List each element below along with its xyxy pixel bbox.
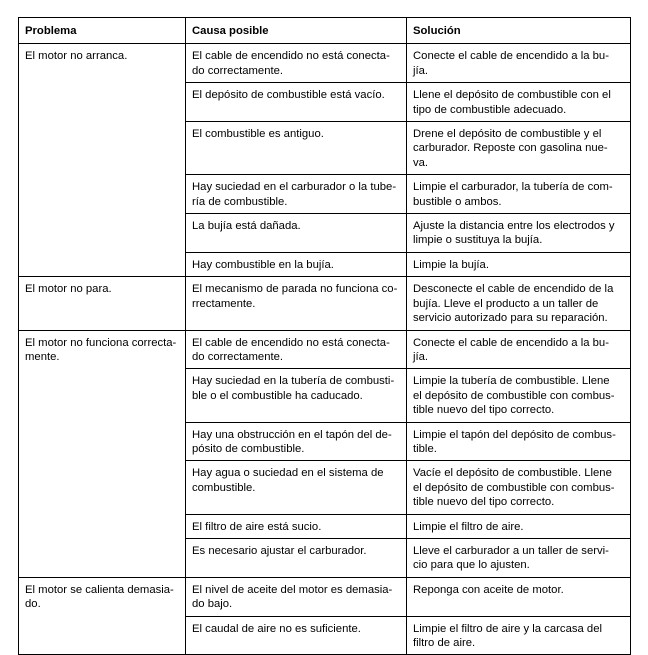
table-header-row (19, 18, 631, 44)
solution-cell (407, 461, 631, 514)
cell-text-line: Vacíe el depósito de combustible. Llene (413, 467, 612, 480)
cause-cell (186, 461, 407, 514)
problem-cell (19, 577, 186, 616)
solution-cell (407, 252, 631, 276)
cell-text-line: rrectamente. (192, 297, 256, 310)
solution-cell (407, 277, 631, 330)
solution-cell (407, 175, 631, 214)
cell-text-line: Limpie la bujía. (413, 258, 489, 271)
cause-cell (186, 277, 407, 330)
header-solucion: Solución (407, 18, 631, 44)
cell-text-line: jía. (413, 64, 429, 77)
cell-text-line: el depósito de combustible con combus- (413, 481, 615, 494)
cell-text-line: bustible o ambos. (413, 195, 502, 208)
cell-text-line: Limpie el filtro de aire. (413, 520, 524, 533)
cell-text-line: Limpie la tubería de combustible. Llene (413, 375, 610, 388)
problem-cell-continued (19, 175, 186, 214)
problem-cell-continued (19, 538, 186, 577)
cell-text-line: El caudal de aire no es suficiente. (192, 622, 361, 635)
problem-cell-continued (19, 214, 186, 253)
cell-text-line: carburador. Reposte con gasolina nue- (413, 142, 608, 155)
cell-text-line: Conecte el cable de encendido a la bu- (413, 336, 609, 349)
cell-text-line: Hay una obstrucción en el tapón del de- (192, 428, 392, 441)
table-row (19, 538, 631, 577)
cell-text-line: el depósito de combustible con combus- (413, 389, 615, 402)
table-row (19, 277, 631, 330)
cell-text-line: do. (25, 598, 41, 611)
cause-cell (186, 577, 407, 616)
table-row (19, 616, 631, 655)
table-row (19, 44, 631, 83)
header-problema: Problema (19, 18, 186, 44)
cause-cell (186, 330, 407, 369)
cell-text-line: El motor no para. (25, 283, 112, 296)
table-row (19, 461, 631, 514)
cause-cell (186, 44, 407, 83)
problem-cell (19, 330, 186, 369)
cell-text-line: tible nuevo del tipo correcto. (413, 496, 555, 509)
table-row (19, 83, 631, 122)
cell-text-line: Desconecte el cable de encendido de la (413, 283, 614, 296)
problem-cell-continued (19, 461, 186, 514)
cell-text-line: El combustible es antiguo. (192, 128, 324, 141)
troubleshooting-document (18, 17, 630, 649)
cell-text-line: El depósito de combustible está vacío. (192, 89, 385, 102)
table-row (19, 122, 631, 175)
cell-text-line: Hay agua o suciedad en el sistema de (192, 467, 384, 480)
solution-cell (407, 616, 631, 655)
problem-cell-continued (19, 83, 186, 122)
header-causa-posible: Causa posible (186, 18, 407, 44)
table-row (19, 369, 631, 422)
cell-text-line: Limpie el filtro de aire y la carcasa del (413, 622, 602, 635)
cell-text-line: combustible. (192, 481, 256, 494)
troubleshooting-table (18, 17, 631, 655)
cell-text-line: Limpie el tapón del depósito de combus- (413, 428, 616, 441)
table-row (19, 214, 631, 253)
cell-text-line: va. (413, 156, 429, 169)
cause-cell (186, 175, 407, 214)
problem-cell-continued (19, 514, 186, 538)
cell-text-line: jía. (413, 350, 429, 363)
cell-text-line: tible. (413, 442, 437, 455)
problem-cell (19, 277, 186, 330)
cell-text-line: tipo de combustible adecuado. (413, 103, 567, 116)
cause-cell (186, 616, 407, 655)
cell-text-line: cio para que lo ajusten. (413, 559, 530, 572)
cause-cell (186, 422, 407, 461)
cell-text-line: mente. (25, 350, 60, 363)
cell-text-line: Hay suciedad en el carburador o la tube- (192, 181, 397, 194)
table-row (19, 330, 631, 369)
cell-text-line: Conecte el cable de encendido a la bu- (413, 50, 609, 63)
cause-cell (186, 214, 407, 253)
problem-cell-continued (19, 422, 186, 461)
cell-text-line: tible nuevo del tipo correcto. (413, 404, 555, 417)
solution-cell (407, 577, 631, 616)
cell-text-line: Llene el depósito de combustible con el (413, 89, 611, 102)
problem-cell-continued (19, 122, 186, 175)
cell-text-line: El motor se calienta demasia- (25, 583, 174, 596)
cell-text-line: El cable de encendido no está conecta- (192, 50, 390, 63)
cell-text-line: Hay suciedad en la tubería de combusti- (192, 375, 395, 388)
table-row (19, 252, 631, 276)
solution-cell (407, 214, 631, 253)
cell-text-line: ría de combustible. (192, 195, 288, 208)
cell-text-line: Lleve el carburador a un taller de servi- (413, 544, 609, 557)
solution-cell (407, 330, 631, 369)
table-row (19, 577, 631, 616)
cell-text-line: do correctamente. (192, 350, 284, 363)
solution-cell (407, 369, 631, 422)
cause-cell (186, 252, 407, 276)
table-row (19, 422, 631, 461)
cell-text-line: servicio autorizado para su reparación. (413, 312, 608, 325)
cause-cell (186, 122, 407, 175)
table-row (19, 514, 631, 538)
cell-text-line: limpie o sustituya la bujía. (413, 234, 543, 247)
problem-cell (19, 44, 186, 83)
cell-text-line: do correctamente. (192, 64, 284, 77)
problem-cell-continued (19, 369, 186, 422)
problem-cell-continued (19, 616, 186, 655)
cell-text-line: El mecanismo de parada no funciona co- (192, 283, 398, 296)
cell-text-line: Ajuste la distancia entre los electrodos y (413, 220, 615, 233)
cell-text-line: Drene el depósito de combustible y el (413, 128, 602, 141)
table-body (19, 44, 631, 655)
cell-text-line: pósito de combustible. (192, 442, 305, 455)
cell-text-line: Hay combustible en la bujía. (192, 258, 334, 271)
cell-text-line: Reponga con aceite de motor. (413, 583, 564, 596)
cause-cell (186, 538, 407, 577)
cell-text-line: bujía. Lleve el producto a un taller de (413, 297, 599, 310)
cell-text-line: El cable de encendido no está conecta- (192, 336, 390, 349)
cell-text-line: filtro de aire. (413, 637, 476, 649)
cell-text-line: El filtro de aire está sucio. (192, 520, 322, 533)
cell-text-line: do bajo. (192, 598, 233, 611)
table-row (19, 175, 631, 214)
problem-cell-continued (19, 252, 186, 276)
cell-text-line: El motor no arranca. (25, 50, 128, 63)
cause-cell (186, 514, 407, 538)
cell-text-line: El motor no funciona correcta- (25, 336, 177, 349)
cell-text-line: La bujía está dañada. (192, 220, 301, 233)
solution-cell (407, 538, 631, 577)
solution-cell (407, 122, 631, 175)
solution-cell (407, 83, 631, 122)
cause-cell (186, 83, 407, 122)
cell-text-line: ble o el combustible ha caducado. (192, 389, 363, 402)
solution-cell (407, 422, 631, 461)
solution-cell (407, 44, 631, 83)
cause-cell (186, 369, 407, 422)
cell-text-line: Es necesario ajustar el carburador. (192, 544, 367, 557)
solution-cell (407, 514, 631, 538)
cell-text-line: El nivel de aceite del motor es demasia- (192, 583, 393, 596)
cell-text-line: Limpie el carburador, la tubería de com- (413, 181, 613, 194)
